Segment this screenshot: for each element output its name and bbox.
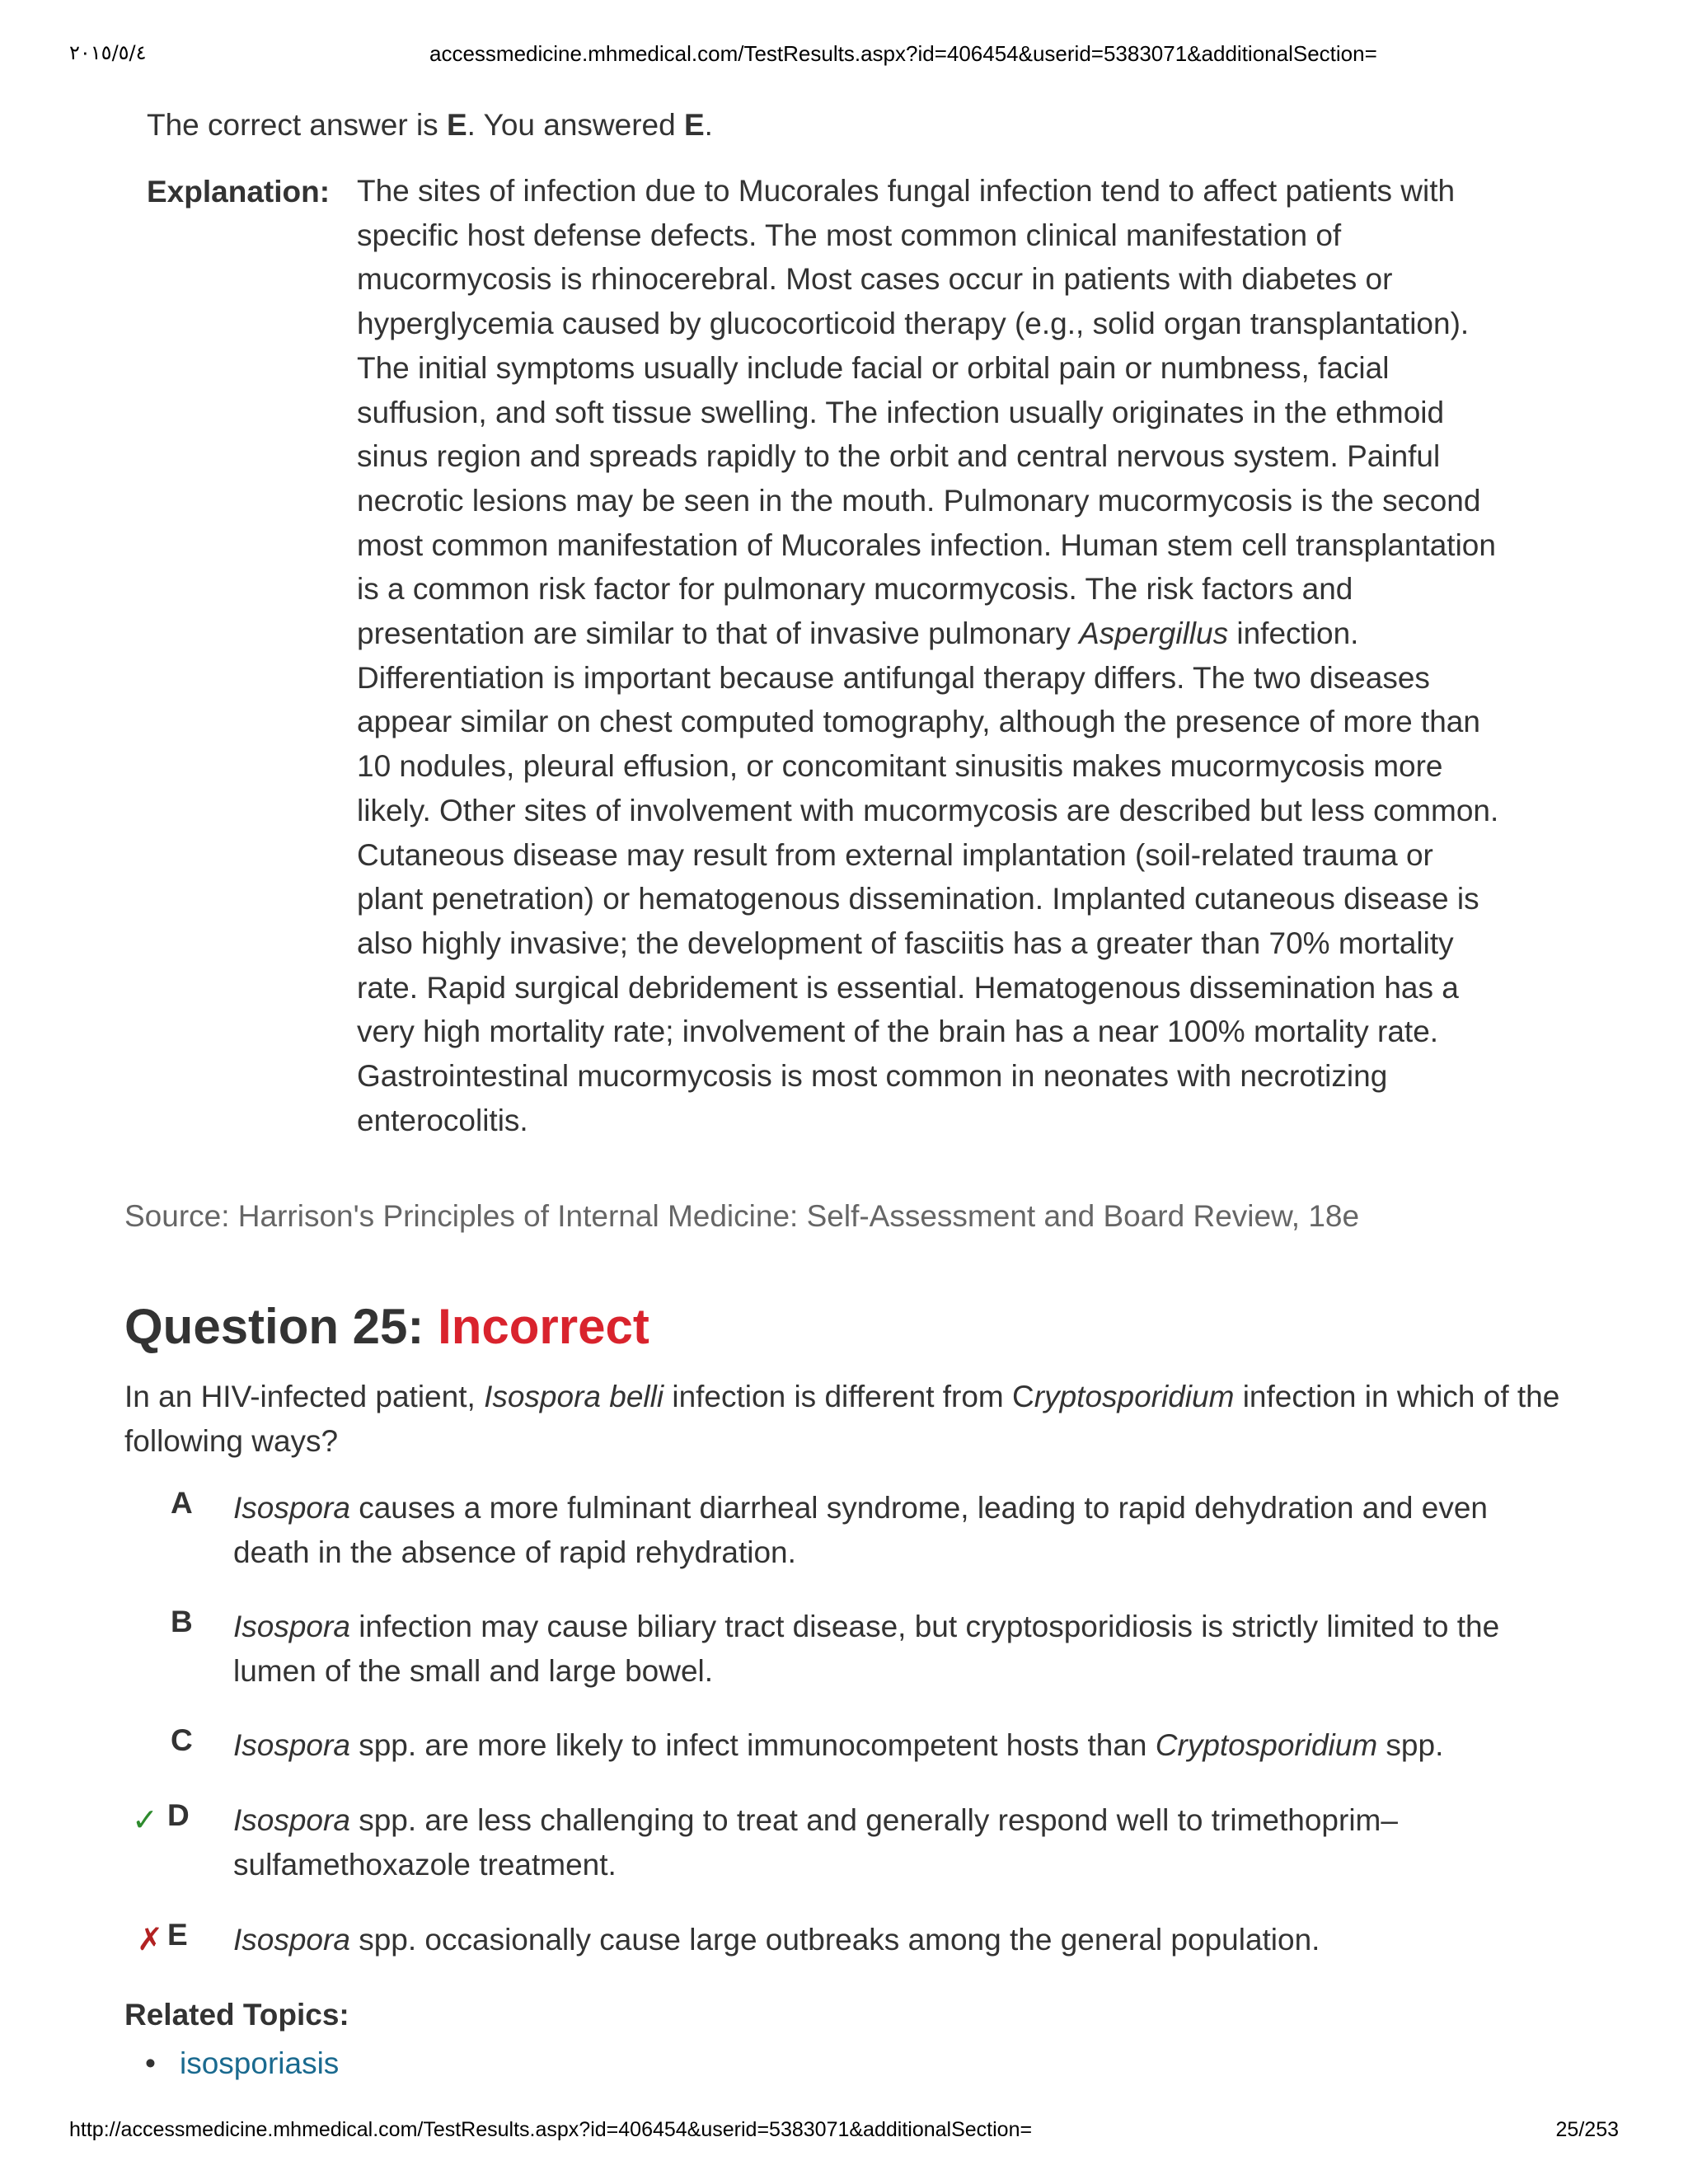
explanation-line: mucormycosis is rhinocerebral. Most cases occur in patients with diabetes or: [357, 262, 1393, 297]
explanation-label: Explanation:: [147, 175, 331, 209]
related-topic-item: [145, 2043, 339, 2084]
page-number: 25/253: [1555, 2118, 1619, 2141]
explanation-line: appear similar on chest computed tomography, although the presence of more than: [357, 705, 1480, 739]
italic-term: Cryptosporidium: [1155, 1728, 1378, 1762]
option-letter: C: [171, 1723, 193, 1757]
explanation-line: The initial symptoms usually include facial or orbital pain or numbness, facial: [357, 350, 1390, 385]
option-letter: D: [167, 1798, 190, 1832]
explanation-line: presentation are similar to that of invasive pulmonary Aspergillus infection.: [357, 616, 1359, 651]
option-letter: E: [167, 1918, 188, 1952]
explanation-line: enterocolitis.: [357, 1103, 528, 1137]
question-number: Question 25:: [124, 1299, 438, 1354]
explanation-line: rate. Rapid surgical debridement is essential. Hematogenous dissemination has a: [357, 970, 1459, 1005]
print-footer-url: http://accessmedicine.mhmedical.com/TestResults.aspx?id=406454&userid=5383071&additionalSection=: [69, 2118, 1033, 2141]
explanation-line: hyperglycemia caused by glucocorticoid therapy (e.g., solid organ transplantation).: [357, 307, 1470, 341]
question-title: [124, 1298, 649, 1355]
italic-term: Isospora: [233, 1803, 350, 1837]
related-topics-list: [145, 2043, 339, 2084]
explanation-italic-term: Aspergillus: [1079, 616, 1229, 651]
related-topics-label: Related Topics:: [124, 1998, 349, 2032]
answer-summary: [147, 108, 713, 143]
option-letter: A: [171, 1486, 193, 1520]
explanation-line: specific host defense defects. The most common clinical manifestation of: [357, 218, 1342, 252]
wrong-cross-icon: ✗: [137, 1923, 163, 1957]
explanation-line: very high mortality rate; involvement of the brain has a near 100% mortality rate.: [357, 1015, 1439, 1049]
explanation-line: also highly invasive; the development of fasciitis has a greater than 70% mortality: [357, 926, 1454, 960]
explanation-line: 10 nodules, pleural effusion, or concomitant sinusitis makes mucormycosis more: [357, 749, 1443, 784]
option-text: Isospora spp. occasionally cause large outbreaks among the general population.: [233, 1923, 1320, 1957]
italic-term: Isospora: [233, 1923, 350, 1957]
question-status: Incorrect: [438, 1299, 649, 1354]
answer-prefix: The correct answer is: [147, 108, 447, 142]
italic-term: Isospora belli: [484, 1380, 664, 1413]
explanation-line: The sites of infection due to Mucorales fungal infection tend to affect patients with: [357, 174, 1456, 208]
correct-answer-letter: E: [446, 108, 467, 142]
correct-check-icon: ✓: [132, 1803, 158, 1838]
explanation-text: [357, 169, 1560, 1142]
question-stem: In an HIV-infected patient, Isospora belli infection is different from Cryptosporidium infection in which of the following ways?: [124, 1380, 1560, 1458]
answer-middle: . You answered: [467, 108, 684, 142]
explanation-line: necrotic lesions may be seen in the mouth. Pulmonary mucormycosis is the second: [357, 483, 1481, 518]
explanation-line: Gastrointestinal mucormycosis is most common in neonates with necrotizing: [357, 1059, 1388, 1094]
explanation-line: suffusion, and soft tissue swelling. The infection usually originates in the ethmoid: [357, 395, 1445, 429]
option-text: Isospora spp. are less challenging to treat and generally respond well to trimethoprim–sulfamethoxazole treatment.: [233, 1803, 1398, 1882]
italic-term: Isospora: [233, 1610, 350, 1643]
bullet-icon: •: [145, 2046, 156, 2080]
explanation-line: likely. Other sites of involvement with mucormycosis are described but less common.: [357, 793, 1499, 827]
option-text: Isospora spp. are more likely to infect immunocompetent hosts than Cryptosporidium spp.: [233, 1728, 1444, 1762]
related-topic-link[interactable]: isosporiasis: [180, 2046, 340, 2080]
print-header-url: accessmedicine.mhmedical.com/TestResults.aspx?id=406454&userid=5383071&additionalSection=: [429, 41, 1377, 66]
explanation-line: Differentiation is important because antifungal therapy differs. The two diseases: [357, 660, 1430, 695]
explanation-line: plant penetration) or hematogenous dissemination. Implanted cutaneous disease is: [357, 882, 1479, 916]
italic-term: ryptosporidium: [1034, 1380, 1235, 1413]
user-answer-letter: E: [683, 108, 705, 142]
option-text: Isospora infection may cause biliary tract disease, but cryptosporidiosis is strictly limited to the lumen of the small and large bowel.: [233, 1610, 1500, 1688]
explanation-line: Cutaneous disease may result from external implantation (soil-related trauma or: [357, 837, 1433, 872]
option-letter: B: [171, 1605, 193, 1638]
print-date: ٢٠١٥/٥/٤: [69, 41, 147, 64]
italic-term: Isospora: [233, 1728, 350, 1762]
source-citation: Source: Harrison's Principles of Internal Medicine: Self-Assessment and Board Review, 18e: [124, 1199, 1360, 1233]
explanation-line: sinus region and spreads rapidly to the orbit and central nervous system. Painful: [357, 439, 1441, 474]
answer-suffix: .: [704, 108, 713, 142]
explanation-line: most common manifestation of Mucorales infection. Human stem cell transplantation: [357, 527, 1496, 562]
italic-term: Isospora: [233, 1491, 350, 1525]
explanation-line: is a common risk factor for pulmonary mucormycosis. The risk factors and: [357, 572, 1353, 607]
option-text: Isospora causes a more fulminant diarrheal syndrome, leading to rapid dehydration and even death in the absence of rapid rehydration.: [233, 1491, 1489, 1569]
